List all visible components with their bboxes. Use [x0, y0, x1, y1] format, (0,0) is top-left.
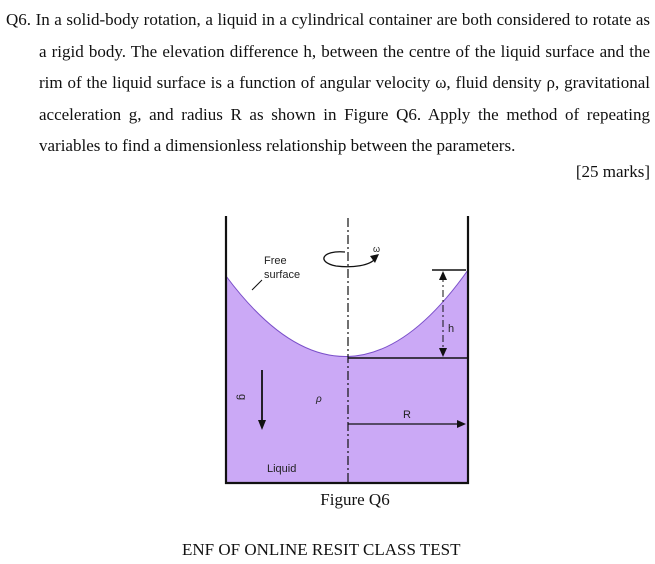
h-label: h: [448, 323, 455, 335]
free-surface-label-line2: surface: [264, 269, 301, 281]
footer-text: ENF OF ONLINE RESIT CLASS TEST: [182, 540, 461, 559]
question-label: Q6.: [6, 10, 32, 29]
omega-label: ω: [373, 244, 381, 254]
figure-caption: Figure Q6: [320, 490, 390, 509]
marks-label: [25 marks]: [575, 162, 650, 181]
h-arrow-up: [439, 271, 447, 280]
rotation-arrow: [324, 252, 376, 267]
density-label: ρ: [316, 394, 322, 405]
gravity-label: g: [236, 394, 248, 401]
question-body: In a solid-body rotation, a liquid in a cylindrical container are both considered to rotate as a rigid body. The elevation difference h, between the centre of the liquid surface and the rim of the liquid surface is a function of angular velocity ω, fluid density ρ, gravitational acceleration g, and radius R as shown in Figure Q6. Apply the method of repeating variables to find a dimensionless relationship between the parameters.: [35, 10, 651, 155]
r-label: R: [403, 409, 411, 421]
free-surface-leader: [252, 280, 262, 290]
liquid-label: Liquid: [267, 463, 297, 475]
free-surface-label-line1: Free: [264, 255, 287, 267]
